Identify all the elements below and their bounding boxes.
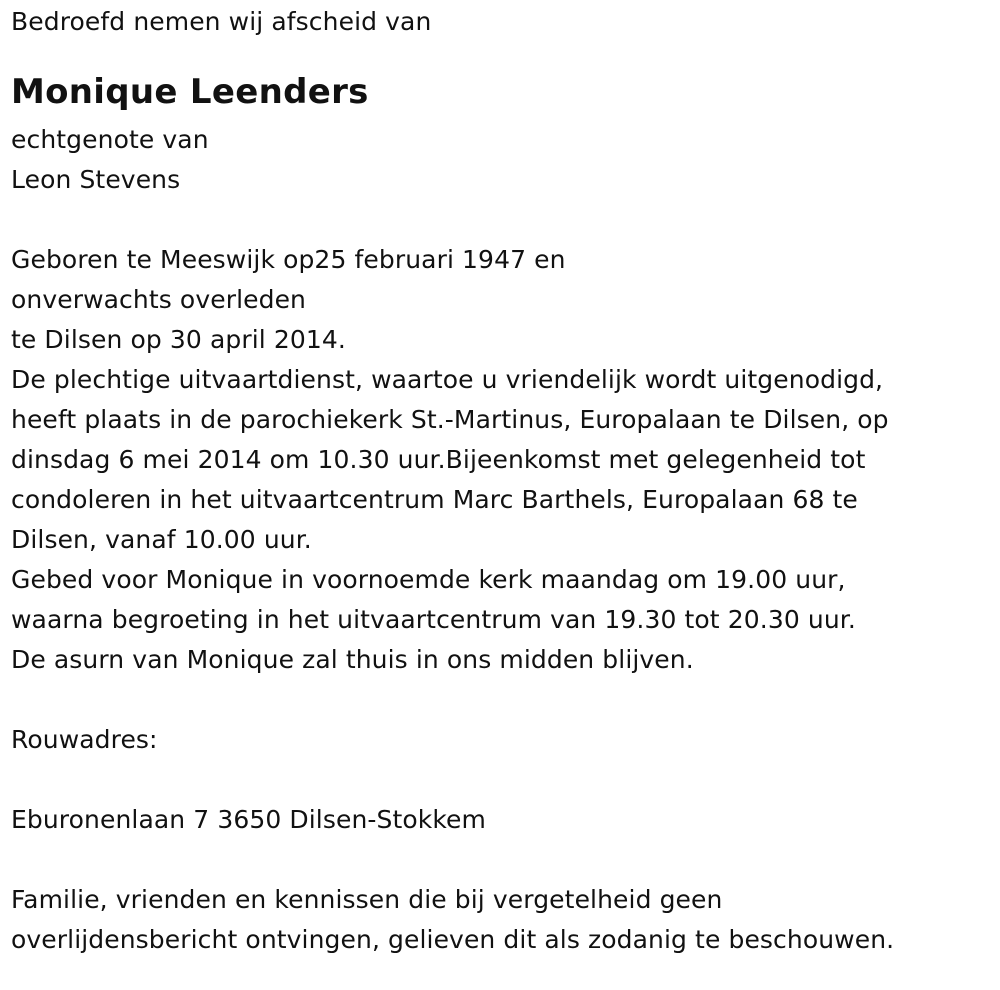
- obituary-notice: [11, 0, 991, 960]
- text-line: Gebed voor Monique in voornoemde kerk maandag om 19.00 uur,: [11, 565, 846, 594]
- text-line: condoleren in het uitvaartcentrum Marc Barthels, Europalaan 68 te: [11, 485, 858, 514]
- closing-paragraph: [11, 880, 991, 960]
- relation-text: echtgenote van: [11, 125, 209, 154]
- spacer: [11, 680, 991, 720]
- text-line: De plechtige uitvaartdienst, waartoe u vriendelijk wordt uitgenodigd,: [11, 365, 884, 394]
- text-line: onverwachts overleden: [11, 285, 306, 314]
- text-line: overlijdensbericht ontvingen, gelieven dit als zodanig te beschouwen.: [11, 925, 895, 954]
- intro-text: Bedroefd nemen wij afscheid van: [11, 7, 432, 36]
- spacer: [11, 760, 991, 800]
- prayer-paragraph: [11, 560, 991, 680]
- spacer: [11, 840, 991, 880]
- text-line: te Dilsen op 30 april 2014.: [11, 325, 346, 354]
- text-line: waarna begroeting in het uitvaartcentrum van 19.30 tot 20.30 uur.: [11, 605, 856, 634]
- text-line: heeft plaats in de parochiekerk St.-Martinus, Europalaan te Dilsen, op: [11, 405, 889, 434]
- deceased-name: Monique Leenders: [11, 72, 369, 112]
- funeral-service-paragraph: [11, 360, 991, 560]
- mourning-address: Eburonenlaan 7 3650 Dilsen-Stokkem: [11, 805, 486, 834]
- text-line: Dilsen, vanaf 10.00 uur.: [11, 525, 312, 554]
- text-line: De asurn van Monique zal thuis in ons midden blijven.: [11, 645, 694, 674]
- text-line: dinsdag 6 mei 2014 om 10.30 uur.Bijeenkomst met gelegenheid tot: [11, 445, 866, 474]
- spacer: [11, 200, 991, 240]
- text-line: Familie, vrienden en kennissen die bij vergetelheid geen: [11, 885, 723, 914]
- address-label: Rouwadres:: [11, 725, 158, 754]
- text-line: Geboren te Meeswijk op25 februari 1947 en: [11, 245, 566, 274]
- birth-death-paragraph: [11, 240, 991, 360]
- spouse-name: Leon Stevens: [11, 165, 181, 194]
